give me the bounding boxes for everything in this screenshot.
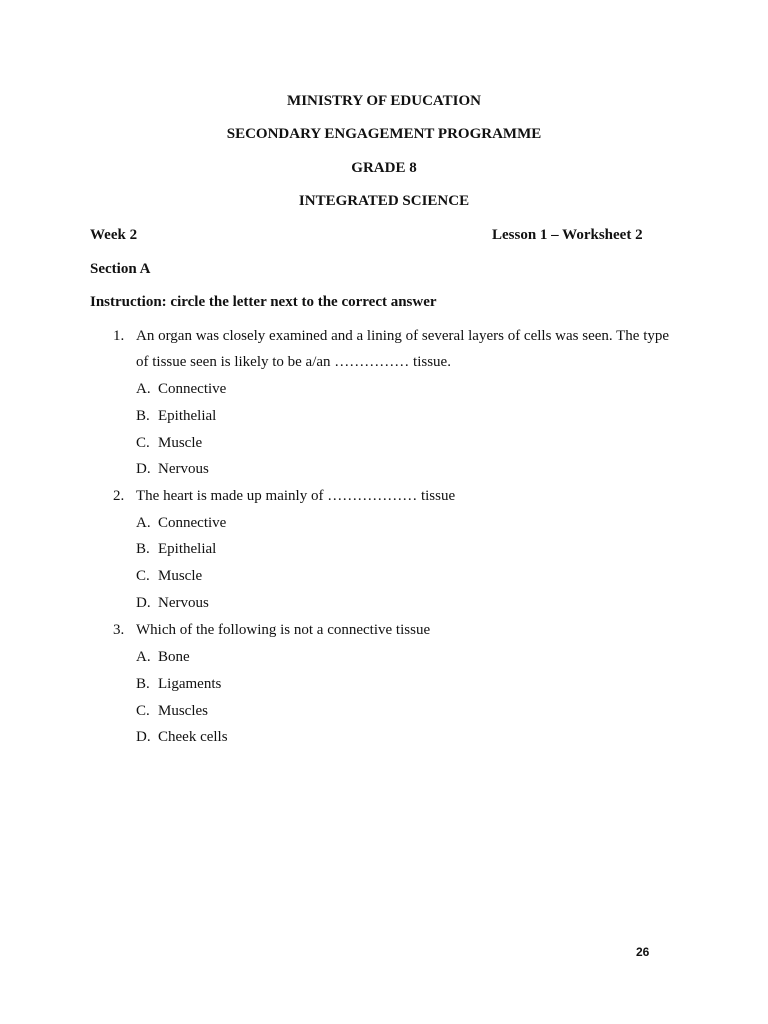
option-text: Connective [158, 381, 227, 397]
option-letter[interactable]: D. [136, 729, 151, 745]
option-letter[interactable]: B. [136, 676, 150, 692]
programme-title: SECONDARY ENGAGEMENT PROGRAMME [226, 126, 542, 142]
week-label: Week 2 [90, 227, 138, 243]
option-letter[interactable]: B. [136, 408, 150, 424]
option-letter[interactable]: C. [136, 703, 150, 719]
option-text: Muscle [158, 568, 203, 584]
page-number: 26 [636, 945, 650, 959]
option-letter[interactable]: A. [136, 515, 151, 531]
option-text: Bone [158, 649, 190, 665]
option-letter[interactable]: D. [136, 595, 151, 611]
option-text: Muscles [158, 703, 208, 719]
option-text: Connective [158, 515, 227, 531]
question-number: 3. [113, 622, 125, 638]
option-letter[interactable]: A. [136, 649, 151, 665]
question-number: 1. [113, 328, 125, 344]
lesson-label: Lesson 1 – Worksheet 2 [492, 227, 643, 243]
question-text: of tissue seen is likely to be a/an …………… tissue. [136, 354, 451, 370]
option-text: Nervous [158, 595, 209, 611]
question-number: 2. [113, 488, 125, 504]
question-text: The heart is made up mainly of ……………… tissue [136, 488, 456, 504]
section-heading: Section A [90, 261, 151, 277]
option-text: Epithelial [158, 408, 217, 424]
option-text: Muscle [158, 435, 203, 451]
instruction: Instruction: circle the letter next to the correct answer [90, 294, 437, 310]
option-text: Epithelial [158, 541, 217, 557]
ministry-title: MINISTRY OF EDUCATION [287, 93, 481, 109]
option-letter[interactable]: C. [136, 435, 150, 451]
option-letter[interactable]: B. [136, 541, 150, 557]
question-text: An organ was closely examined and a lining of several layers of cells was seen. The type [136, 328, 670, 344]
option-text: Cheek cells [158, 729, 228, 745]
option-letter[interactable]: A. [136, 381, 151, 397]
option-letter[interactable]: C. [136, 568, 150, 584]
subject-title: INTEGRATED SCIENCE [298, 193, 470, 209]
option-text: Ligaments [158, 676, 222, 692]
question-text: Which of the following is not a connective tissue [136, 622, 431, 638]
grade-title: GRADE 8 [351, 160, 417, 176]
option-letter[interactable]: D. [136, 461, 151, 477]
option-text: Nervous [158, 461, 209, 477]
